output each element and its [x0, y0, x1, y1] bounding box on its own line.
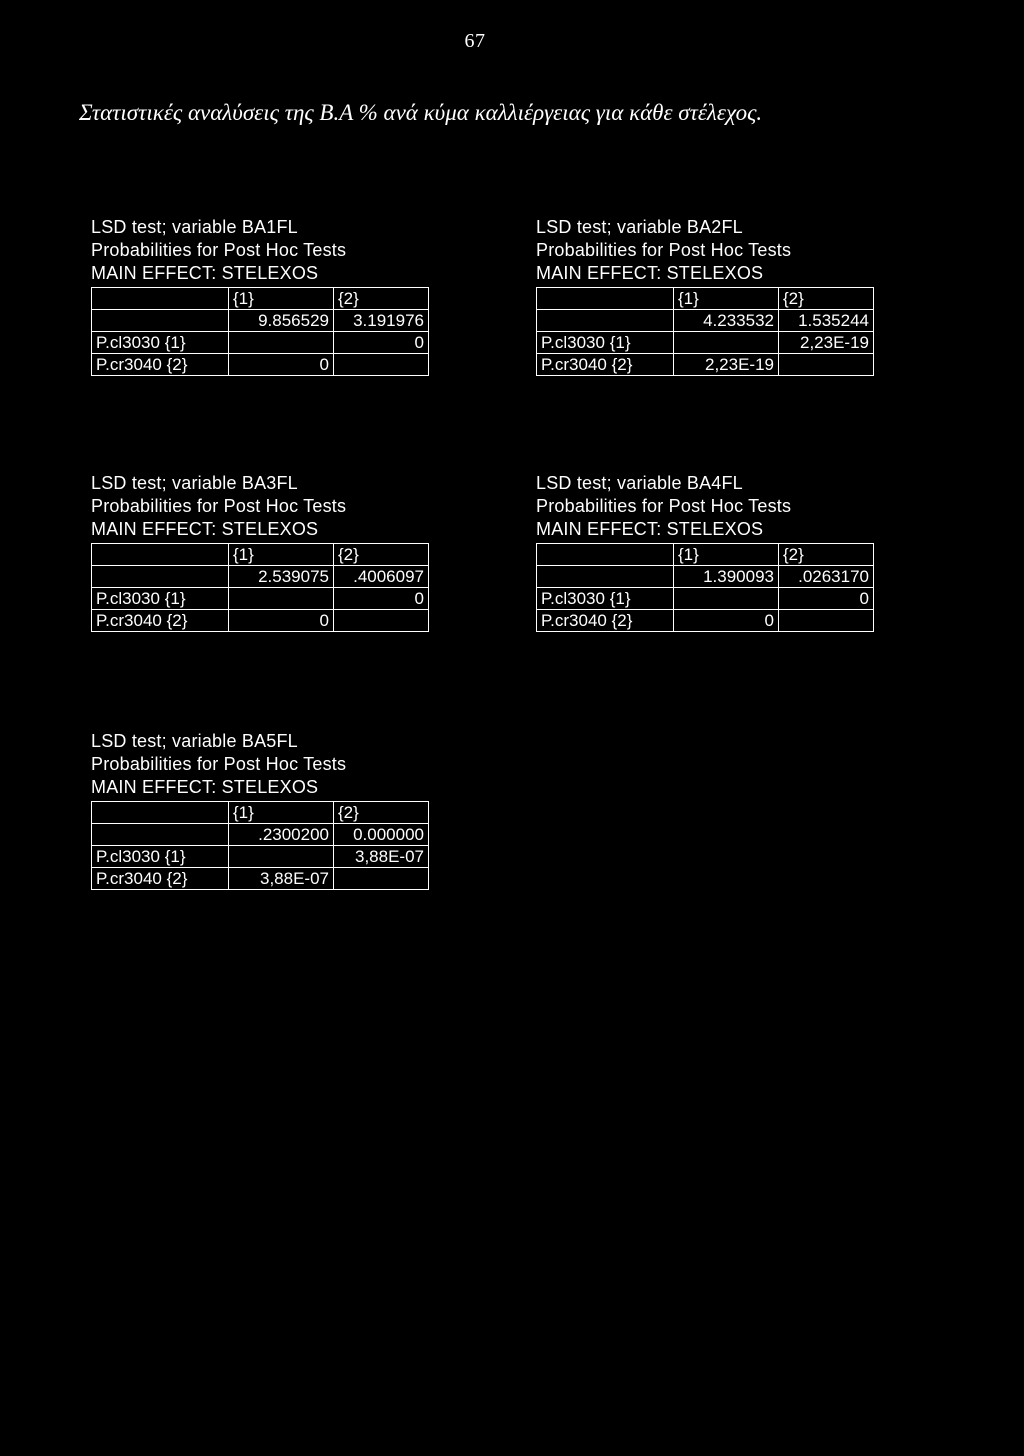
block-subtitle: Probabilities for Post Hoc Tests — [536, 496, 792, 516]
table-row-label: P.cr3040 {2} — [92, 354, 229, 376]
block-effect: MAIN EFFECT: STELEXOS — [91, 519, 319, 539]
table-col-header: {1} — [229, 544, 334, 566]
table-cell: 2,23E-19 — [674, 354, 779, 376]
table-cell: 0 — [334, 332, 429, 354]
table-row-label: P.cl3030 {1} — [537, 332, 674, 354]
table-row — [92, 868, 429, 890]
table-row — [92, 588, 429, 610]
table-row — [92, 610, 429, 632]
table-row — [537, 332, 874, 354]
table-cell — [537, 566, 674, 588]
table-row — [537, 610, 874, 632]
table-row-label: P.cl3030 {1} — [92, 588, 229, 610]
table-cell: 2,23E-19 — [779, 332, 874, 354]
table-header-row — [92, 288, 429, 310]
table-means-row — [92, 310, 429, 332]
post-hoc-table — [536, 543, 874, 632]
block-title: LSD test; variable BA5FL — [91, 731, 298, 751]
table-row — [537, 354, 874, 376]
table-cell — [92, 566, 229, 588]
table-row — [537, 588, 874, 610]
page-number: 67 — [464, 30, 486, 52]
block-subtitle: Probabilities for Post Hoc Tests — [91, 496, 347, 516]
block-title: LSD test; variable BA2FL — [536, 217, 743, 237]
block-effect: MAIN EFFECT: STELEXOS — [91, 777, 319, 797]
table-cell: 2.539075 — [229, 566, 334, 588]
post-hoc-table — [536, 287, 874, 376]
table-cell: 9.856529 — [229, 310, 334, 332]
table-means-row — [537, 566, 874, 588]
table-cell: 0 — [779, 588, 874, 610]
table-col-header: {1} — [674, 544, 779, 566]
table-means-row — [92, 566, 429, 588]
block-subtitle: Probabilities for Post Hoc Tests — [536, 240, 792, 260]
block-effect: MAIN EFFECT: STELEXOS — [536, 519, 764, 539]
table-header-row — [92, 544, 429, 566]
table-col-header: {2} — [334, 288, 429, 310]
table-cell — [334, 354, 429, 376]
table-means-row — [92, 824, 429, 846]
block-title: LSD test; variable BA3FL — [91, 473, 298, 493]
table-cell — [229, 332, 334, 354]
table-row — [92, 354, 429, 376]
table-cell: 0 — [229, 610, 334, 632]
post-hoc-table — [91, 801, 429, 890]
table-cell: .2300200 — [229, 824, 334, 846]
post-hoc-table — [91, 287, 429, 376]
table-cell: 1.390093 — [674, 566, 779, 588]
table-row-label: P.cl3030 {1} — [92, 846, 229, 868]
table-cell: 1.535244 — [779, 310, 874, 332]
table-cell: 0.000000 — [334, 824, 429, 846]
table-header-row — [92, 802, 429, 824]
post-hoc-table — [91, 543, 429, 632]
table-cell — [779, 354, 874, 376]
table-cell: 0 — [229, 354, 334, 376]
table-cell — [674, 332, 779, 354]
table-cell — [92, 824, 229, 846]
table-cell: 4.233532 — [674, 310, 779, 332]
table-header-row — [537, 544, 874, 566]
table-cell — [537, 544, 674, 566]
table-cell: 0 — [334, 588, 429, 610]
table-cell — [92, 310, 229, 332]
table-means-row — [537, 310, 874, 332]
block-effect: MAIN EFFECT: STELEXOS — [91, 263, 319, 283]
table-cell: 0 — [674, 610, 779, 632]
table-cell: .0263170 — [779, 566, 874, 588]
lsd-block-ba1fl — [91, 216, 429, 376]
block-title: LSD test; variable BA4FL — [536, 473, 743, 493]
table-cell: 3,88E-07 — [334, 846, 429, 868]
table-row-label: P.cr3040 {2} — [537, 610, 674, 632]
table-cell — [229, 588, 334, 610]
block-subtitle: Probabilities for Post Hoc Tests — [91, 754, 347, 774]
table-row-label: P.cr3040 {2} — [92, 868, 229, 890]
lsd-block-ba5fl — [91, 730, 429, 890]
table-cell — [229, 846, 334, 868]
table-col-header: {2} — [334, 544, 429, 566]
table-cell — [92, 802, 229, 824]
table-cell — [92, 544, 229, 566]
table-col-header: {2} — [779, 288, 874, 310]
table-col-header: {1} — [674, 288, 779, 310]
table-col-header: {1} — [229, 288, 334, 310]
table-row — [92, 846, 429, 868]
table-cell — [537, 288, 674, 310]
table-col-header: {2} — [779, 544, 874, 566]
table-row — [92, 332, 429, 354]
table-row-label: P.cl3030 {1} — [537, 588, 674, 610]
table-row-label: P.cr3040 {2} — [92, 610, 229, 632]
lsd-block-ba2fl — [536, 216, 874, 376]
table-cell — [334, 610, 429, 632]
table-cell — [334, 868, 429, 890]
table-col-header: {1} — [229, 802, 334, 824]
block-title: LSD test; variable BA1FL — [91, 217, 298, 237]
page-heading: Στατιστικές αναλύσεις της B.A % ανά κύμα καλλιέργειας για κάθε στέλεχος. — [79, 100, 763, 125]
table-row-label: P.cl3030 {1} — [92, 332, 229, 354]
table-cell — [537, 310, 674, 332]
table-cell — [779, 610, 874, 632]
lsd-block-ba3fl — [91, 472, 429, 632]
table-col-header: {2} — [334, 802, 429, 824]
table-cell — [92, 288, 229, 310]
table-cell: 3,88E-07 — [229, 868, 334, 890]
lsd-block-ba4fl — [536, 472, 874, 632]
table-cell: 3.191976 — [334, 310, 429, 332]
block-effect: MAIN EFFECT: STELEXOS — [536, 263, 764, 283]
table-cell: .4006097 — [334, 566, 429, 588]
block-subtitle: Probabilities for Post Hoc Tests — [91, 240, 347, 260]
table-cell — [674, 588, 779, 610]
table-header-row — [537, 288, 874, 310]
table-row-label: P.cr3040 {2} — [537, 354, 674, 376]
